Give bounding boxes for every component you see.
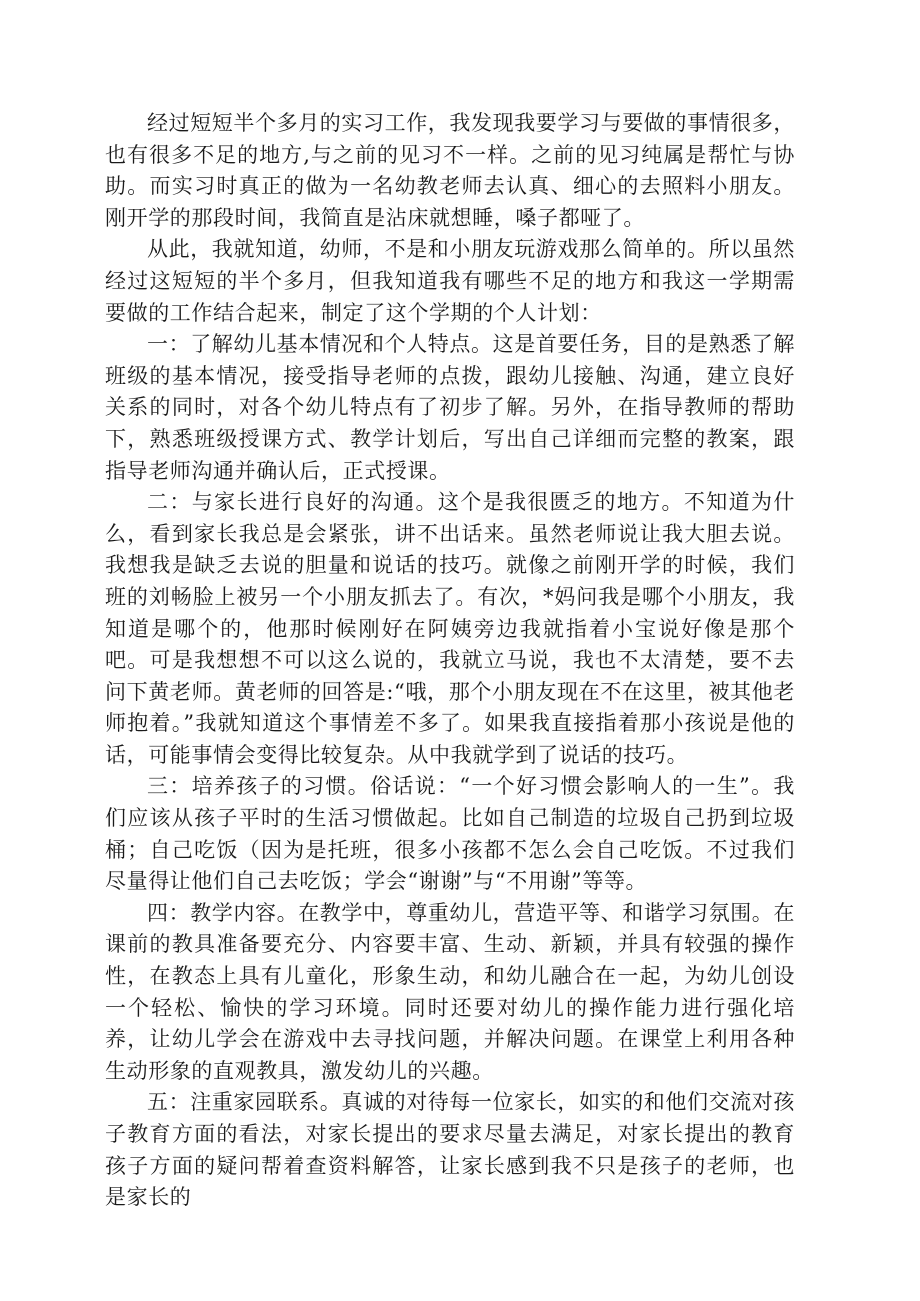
document-body	[105, 108, 795, 1214]
paragraph-point-three: 三：培养孩子的习惯。俗话说：“一个好习惯会影响人的一生”。我们应该从孩子平时的生活习惯做起。比如自己制造的垃圾自己扔到垃圾桶；自己吃饭（因为是托班，很多小孩都不怎么会自己吃饭。不过我们尽量得让他们自己去吃饭；学会“谢谢”与“不用谢”等等。	[105, 774, 795, 894]
paragraph-point-five: 五：注重家园联系。真诚的对待每一位家长，如实的和他们交流对孩子教育方面的看法，对家长提出的要求尽量去满足，对家长提出的教育孩子方面的疑问帮着查资料解答，让家长感到我不只是孩子的老师，也是家长的	[105, 1090, 795, 1210]
paragraph-point-two: 二：与家长进行良好的沟通。这个是我很匮乏的地方。不知道为什么，看到家长我总是会紧张，讲不出话来。虽然老师说让我大胆去说。我想我是缺乏去说的胆量和说话的技巧。就像之前刚开学的时候，我们班的刘畅脸上被另一个小朋友抓去了。有次，*妈问我是哪个小朋友，我知道是哪个的，他那时候刚好在阿姨旁边我就指着小宝说好像是那个吧。可是我想想不可以这么说的，我就立马说，我也不太清楚，要不去问下黄老师。黄老师的回答是:“哦，那个小朋友现在不在这里，被其他老师抱着。”我就知道这个事情差不多了。如果我直接指着那小孩说是他的话，可能事情会变得比较复杂。从中我就学到了说话的技巧。	[105, 490, 795, 767]
paragraph-point-one: 一：了解幼儿基本情况和个人特点。这是首要任务，目的是熟悉了解班级的基本情况，接受指导老师的点拨，跟幼儿接触、沟通，建立良好关系的同时，对各个幼儿特点有了初步了解。另外，在指导教师的帮助下，熟悉班级授课方式、教学计划后，写出自己详细而完整的教案，跟指导老师沟通并确认后，正式授课。	[105, 332, 795, 483]
paragraph-plan-intro: 从此，我就知道，幼师，不是和小朋友玩游戏那么简单的。所以虽然经过这短短的半个多月，但我知道我有哪些不足的地方和我这一学期需要做的工作结合起来，制定了这个学期的个人计划：	[105, 237, 795, 325]
paragraph-point-four: 四：教学内容。在教学中，尊重幼儿，营造平等、和谐学习氛围。在课前的教具准备要充分、内容要丰富、生动、新颖，并具有较强的操作性，在教态上具有儿童化，形象生动，和幼儿融合在一起，为幼儿创设一个轻松、愉快的学习环境。同时还要对幼儿的操作能力进行强化培养，让幼儿学会在游戏中去寻找问题，并解决问题。在课堂上利用各种生动形象的直观教具，激发幼儿的兴趣。	[105, 900, 795, 1083]
paragraph-intro: 经过短短半个多月的实习工作，我发现我要学习与要做的事情很多，也有很多不足的地方,与之前的见习不一样。之前的见习纯属是帮忙与协助。而实习时真正的做为一名幼教老师去认真、细心的去照料小朋友。刚开学的那段时间，我简直是沾床就想睡，嗓子都哑了。	[105, 111, 795, 230]
